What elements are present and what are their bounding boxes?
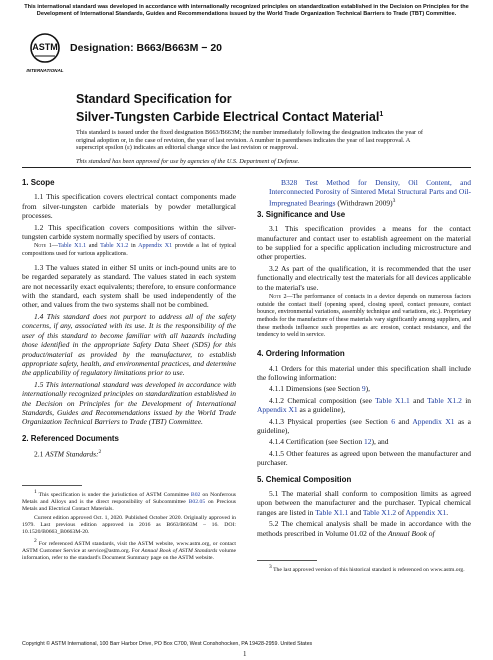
logo-text: INTERNATIONAL <box>26 68 64 73</box>
para-4-1: 4.1 Orders for this material under this specification shall include the following information: <box>257 363 471 382</box>
right-column <box>257 178 471 576</box>
link-appendix-x1[interactable]: Appendix X1 <box>138 243 173 250</box>
link-appendix-x1[interactable]: Appendix X1 <box>405 507 447 517</box>
issuance-note: This standard is issued under the fixed designation B663/B663M; the number immediately following the designation indicates the year of original adoption or, in the case of revision, the year of last revision. A number in parentheses indicates the year of last reapproval. A superscript epsilon (ε) indicates an editorial change since the last revision or reapproval. <box>76 129 423 152</box>
link-table-x1-1[interactable]: Table X1.1 <box>375 395 410 405</box>
svg-text:ASTM: ASTM <box>32 42 58 52</box>
para-1-3: 1.3 The values stated in either SI units or inch-pound units are to be regarded separately as standard. The values stated in each system are not necessarily exact equivalents; therefore, to ensure conformance with the standard, each system shall be used independently of the other, and values from the two systems shall not be combined. <box>22 262 236 310</box>
link-section-6[interactable]: 6 <box>391 416 395 426</box>
link-appendix-x1[interactable]: Appendix X1 <box>412 416 455 426</box>
link-b02[interactable]: B02 <box>190 491 201 498</box>
footnote-rule <box>257 560 317 561</box>
page-title <box>76 92 436 125</box>
para-1-1: 1.1 This specification covers electrical contact components made from silver-tungsten carbide materials by powder metallurgical processes. <box>22 192 236 221</box>
section-2-heading: 2. Referenced Documents <box>22 433 119 443</box>
approval-note: This standard has been approved for use by agencies of the U.S. Department of Defense. <box>76 158 300 165</box>
para-4-1-2: 4.1.2 Chemical composition (see Table X1.1 and Table X1.2 in Appendix X1 as a guideline), <box>257 395 472 415</box>
link-appendix-x1[interactable]: Appendix X1 <box>257 405 298 415</box>
footnote-3: $^3$ The last approved version of this historical standard is referenced on www.astm.org. <box>269 564 465 573</box>
footnote-rule <box>22 485 82 486</box>
title-line-2: Silver-Tungsten Carbide Electrical Contact Material$^1$ <box>76 110 384 125</box>
header-divider <box>22 167 471 168</box>
para-1-2: 1.2 This specification covers compositions within the silver-tungsten carbide system normally specified by users of contacts. <box>22 222 236 242</box>
para-4-1-5: 4.1.5 Other features as agreed upon between the manufacturer and purchaser. <box>257 448 471 468</box>
link-table-x1-2[interactable]: Table X1.2 <box>100 243 129 250</box>
section-5-heading: 5. Chemical Composition <box>257 474 352 484</box>
link-section-12[interactable]: 12 <box>363 437 372 447</box>
para-5-1: 5.1 The material shall conform to composition limits as agreed upon between the manufacturer and the purchaser. Typical chemical ranges are listed in Table X1.1 and Table X1.2 of Appendix X1. <box>257 489 471 517</box>
link-section-9[interactable]: 9 <box>361 384 366 394</box>
page-number: 1 <box>243 650 247 658</box>
para-3-1: 3.1 This specification provides a means for the contact manufacturer and contact user to establish agreement on the material to be supplied for a specific application including microstructure and other properties. <box>257 224 471 262</box>
para-4-1-4: 4.1.4 Certification (see Section 12), and <box>269 437 389 447</box>
astm-logo <box>26 30 64 76</box>
link-table-x1-1[interactable]: Table X1.1 <box>58 243 87 250</box>
link-b328[interactable]: B328 <box>281 178 298 187</box>
title-line-1: Standard Specification for <box>76 92 232 106</box>
para-3-2: 3.2 As part of the qualification, it is recommended that the user functionally and electrically test the materials for all devices applicable to the material's use. <box>257 263 471 292</box>
link-b02-05[interactable]: B02.05 <box>188 498 206 505</box>
link-table-x1-2[interactable]: Table X1.2 <box>362 507 397 517</box>
note-1: Note 1—Table X1.1 and Table X1.2 in Appendix X1 provide a list of typical compositions used for various applications. <box>22 243 236 258</box>
footnote-1-edition: Current edition approved Oct. 1, 2020. Published October 2020. Originally approved in 1979. Last previous edition approved in 2016 as B663/B663M – 16. DOI: 10.1520/B0663_B0663M-20. <box>22 514 236 535</box>
note-2: Note 2—The performance of contacts in a device depends on numerous factors outside the contact itself (opening speed, closing speed, contact pressure, contact bounce, environmental variations, assembly technique and variations, etc.). Proprietary methods for the manufacture of these materials vary significantly among suppliers, and these methods influence such properties as arc erosion, contact resistance, and the tendency to weld in service. <box>257 293 471 339</box>
para-2-1: 2.1 ASTM Standards:$^2$ <box>34 449 102 459</box>
section-3-heading: 3. Significance and Use <box>257 209 346 219</box>
copyright-footer: Copyright © ASTM International, 100 Barr Harbor Drive, PO Box C700, West Conshohocken, PA 19428-2959. United States <box>22 641 313 647</box>
link-table-x1-1[interactable]: Table X1.1 <box>315 507 349 517</box>
para-4-1-1: 4.1.1 Dimensions (see Section 9), <box>269 384 371 394</box>
section-1-heading: 1. Scope <box>22 178 55 187</box>
designation: Designation: B663/B663M − 20 <box>70 42 223 54</box>
para-5-2: 5.2 The chemical analysis shall be made in accordance with the methods prescribed in Volume 01.02 of the Annual Book of <box>257 519 471 538</box>
para-4-1-3: 4.1.3 Physical properties (see Section 6 and Appendix X1 as a guideline), <box>257 416 471 436</box>
footnote-2: $^2$ For referenced ASTM standards, visit the ASTM website, www.astm.org, or contact ASTM Customer Service at service@astm.org. For Annual Book of ASTM Standards volume information, refer to the standard's Document Summary page on the ASTM website. <box>22 537 237 561</box>
footnote-1: $^1$ This specification is under the jurisdiction of ASTM Committee B02 on Nonferrous Metals and Alloys and is the direct responsibility of Subcommittee B02.05 on Precious Metals and Electrical Contact Materials. <box>22 489 236 512</box>
para-1-4: 1.4 This standard does not purport to address all of the safety concerns, if any, associated with its use. It is the responsibility of the user of this standard to become familiar with all hazards including those identified in the appropriate Safety Data Sheet (SDS) for this product/material as provided by the manufacturer, to establish appropriate safety, health, and environmental practices, and determine the applicability of regulatory limitations prior to use. <box>22 311 236 378</box>
link-table-x1-2[interactable]: Table X1.2 <box>427 395 462 405</box>
left-column <box>22 178 236 564</box>
international-standard-notice: This international standard was developed in accordance with internationally recognized principles on standardization established in the Decision on Principles for the Development of International Standards, Guides and Recommendations issued by the World Trade Organization Technical Barriers to Trade (TBT) Committee. <box>24 4 469 17</box>
reference-b328: B328 Test Method for Density, Oil Content, and Interconnected Porosity of Sintered Metal Structural Parts and Oil-Impregnated Bearings (Withdrawn 2009)$^3$ <box>269 178 471 208</box>
section-4-heading: 4. Ordering Information <box>257 349 345 359</box>
para-1-5: 1.5 This international standard was developed in accordance with internationally recognized principles on standardization established in the Decision on Principles for the Development of International Standards, Guides and Recommendations issued by the World Trade Organization Technical Barriers to Trade (TBT) Committee. <box>22 379 236 427</box>
